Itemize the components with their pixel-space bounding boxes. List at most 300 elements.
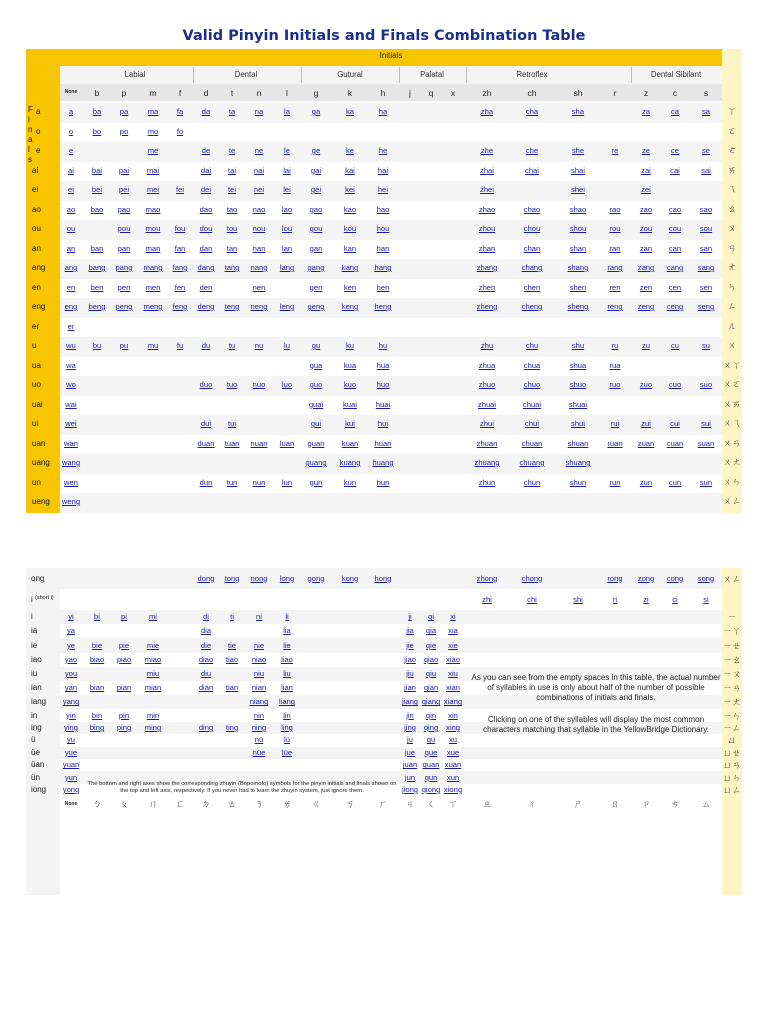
syllable-teng[interactable]: teng [224,302,240,311]
syllable-chan[interactable]: chan [523,243,541,253]
syllable-huo[interactable]: huo [376,380,390,389]
syllable-suo[interactable]: suo [699,380,713,389]
syllable-guang[interactable]: guang [305,458,327,467]
syllable-shuang[interactable]: shuang [565,458,591,467]
syllable-xiu[interactable]: xiu [448,668,458,678]
syllable-ya[interactable]: ya [66,626,76,636]
syllable-xue[interactable]: xue [446,747,460,757]
syllable-bao[interactable]: bao [90,204,104,214]
syllable-gen[interactable]: gen [309,282,323,292]
syllable-pi[interactable]: pi [121,612,127,622]
syllable-ruo[interactable]: ruo [609,380,621,389]
syllable-tuo[interactable]: tuo [226,380,238,389]
syllable-qia[interactable]: qia [425,626,437,636]
syllable-meng[interactable]: meng [143,302,163,311]
syllable-xuan[interactable]: xuan [444,760,462,770]
syllable-kan[interactable]: kan [343,243,357,253]
syllable-ti[interactable]: ti [230,612,234,622]
syllable-cuan[interactable]: cuan [666,438,684,448]
syllable-ji[interactable]: ji [408,612,412,622]
syllable-peng[interactable]: peng [115,302,133,311]
syllable-nian[interactable]: nian [251,683,267,693]
syllable-que[interactable]: que [424,747,438,757]
syllable-fen[interactable]: fen [174,282,186,292]
syllable-pin[interactable]: pin [118,710,130,720]
syllable-ke[interactable]: ke [345,146,355,155]
syllable-nuo[interactable]: nuo [252,380,266,389]
syllable-ding[interactable]: ding [198,723,214,732]
syllable-sen[interactable]: sen [699,282,713,292]
syllable-jun[interactable]: jun [404,772,416,782]
syllable-bi[interactable]: bi [94,612,100,622]
syllable-o[interactable]: o [68,126,74,136]
syllable-tui[interactable]: tui [227,419,237,428]
syllable-tu[interactable]: tu [228,341,236,350]
syllable-ao[interactable]: ao [66,204,76,214]
syllable-qing[interactable]: qing [423,723,439,732]
syllable-wang[interactable]: wang [61,458,81,467]
syllable-ba[interactable]: ba [92,107,102,116]
syllable-zhang[interactable]: zhang [476,263,498,272]
syllable-tang[interactable]: tang [224,263,240,272]
syllable-bie[interactable]: bie [91,640,103,650]
syllable-jing[interactable]: jing [404,723,416,732]
syllable-wen[interactable]: wen [64,477,78,487]
syllable-gan[interactable]: gan [309,243,323,253]
syllable-tie[interactable]: tie [227,640,237,650]
syllable-xian[interactable]: xian [446,683,460,693]
syllable-ran[interactable]: ran [609,243,621,253]
syllable-hu[interactable]: hu [378,341,388,350]
syllable-ci[interactable]: ci [672,594,678,604]
syllable-ban[interactable]: ban [90,243,104,253]
syllable-xiong[interactable]: xiong [443,785,463,794]
syllable-bu[interactable]: bu [92,341,102,350]
syllable-hua[interactable]: hua [376,360,390,370]
syllable-zun[interactable]: zun [639,477,653,487]
syllable-chuang[interactable]: chuang [519,458,545,467]
syllable-mou[interactable]: mou [145,224,161,233]
syllable-bo[interactable]: bo [92,126,102,136]
syllable-zai[interactable]: zai [641,165,651,175]
syllable-ri[interactable]: ri [612,594,618,604]
syllable-yun[interactable]: yun [64,772,78,782]
syllable-cha[interactable]: cha [525,107,539,116]
syllable-zui[interactable]: zui [641,419,651,428]
syllable-pai[interactable]: pai [118,165,130,175]
syllable-luan[interactable]: luan [279,438,295,448]
syllable-zhun[interactable]: zhun [478,477,496,487]
syllable-men[interactable]: men [145,282,161,292]
syllable-dao[interactable]: dao [199,204,213,214]
syllable-yin[interactable]: yin [66,710,76,720]
syllable-kei[interactable]: kei [345,185,355,194]
syllable-tai[interactable]: tai [227,165,237,175]
syllable-he[interactable]: he [378,146,388,155]
syllable-piao[interactable]: piao [116,654,132,664]
syllable-mao[interactable]: mao [145,204,161,214]
syllable-dia[interactable]: dia [200,626,212,636]
syllable-zao[interactable]: zao [639,204,653,214]
syllable-gu[interactable]: gu [311,341,321,350]
syllable-tan[interactable]: tan [226,243,238,253]
syllable-hong[interactable]: hong [374,573,392,583]
syllable-zu[interactable]: zu [641,341,651,350]
syllable-lao[interactable]: lao [281,204,293,214]
syllable-gei[interactable]: gei [310,185,322,194]
syllable-leng[interactable]: leng [279,302,295,311]
syllable-biao[interactable]: biao [89,654,105,664]
syllable-duan[interactable]: duan [197,438,215,448]
syllable-zhou[interactable]: zhou [478,224,496,233]
syllable-chui[interactable]: chui [525,419,539,428]
syllable-bang[interactable]: bang [88,263,106,272]
syllable-you[interactable]: you [64,668,78,678]
syllable-nuan[interactable]: nuan [250,438,268,448]
syllable-wei[interactable]: wei [65,419,77,428]
syllable-long[interactable]: long [279,573,295,583]
syllable-lan[interactable]: lan [281,243,293,253]
syllable-den[interactable]: den [199,282,213,292]
syllable-suan[interactable]: suan [697,438,715,448]
syllable-qin[interactable]: qin [425,710,437,720]
syllable-gang[interactable]: gang [307,263,325,272]
syllable-nou[interactable]: nou [252,224,266,233]
syllable-gai[interactable]: gai [310,165,322,175]
syllable-qiong[interactable]: qiong [421,785,441,794]
syllable-cheng[interactable]: cheng [521,302,543,311]
syllable-ju[interactable]: ju [407,735,413,745]
syllable-du[interactable]: du [201,341,211,350]
syllable-ye[interactable]: ye [66,640,76,650]
syllable-ha[interactable]: ha [378,107,388,116]
syllable-nie[interactable]: nie [253,640,265,650]
syllable-yong[interactable]: yong [62,785,80,794]
syllable-rang[interactable]: rang [607,263,623,272]
syllable-chai[interactable]: chai [525,165,539,175]
syllable-wa[interactable]: wa [66,360,76,370]
syllable-pa[interactable]: pa [119,107,129,116]
syllable-zang[interactable]: zang [637,263,655,272]
syllable-ze[interactable]: ze [641,146,651,155]
syllable-xiao[interactable]: xiao [446,654,460,664]
syllable-keng[interactable]: keng [341,302,359,311]
syllable-lou[interactable]: lou [281,224,293,233]
syllable-shang[interactable]: shang [567,263,589,272]
syllable-guo[interactable]: guo [309,380,323,389]
syllable-jin[interactable]: jin [406,710,414,720]
syllable-diao[interactable]: diao [198,654,214,664]
syllable-zei[interactable]: zei [641,185,651,194]
syllable-ben[interactable]: ben [90,282,104,292]
syllable-tao[interactable]: tao [226,204,238,214]
syllable-shao[interactable]: shao [569,204,587,214]
syllable-bing[interactable]: bing [89,723,105,732]
syllable-me[interactable]: me [147,146,159,155]
syllable-lü[interactable]: lü [284,735,290,745]
syllable-zhui[interactable]: zhui [480,419,494,428]
syllable-qie[interactable]: qie [425,640,437,650]
syllable-li[interactable]: li [285,612,289,622]
syllable-a[interactable]: a [68,107,74,116]
syllable-nen[interactable]: nen [252,282,266,292]
syllable-kai[interactable]: kai [345,165,355,175]
syllable-lei[interactable]: lei [283,185,291,194]
syllable-nu[interactable]: nu [254,341,264,350]
syllable-lia[interactable]: lia [283,626,291,636]
syllable-ku[interactable]: ku [345,341,355,350]
syllable-liu[interactable]: liu [283,668,291,678]
syllable-la[interactable]: la [284,107,290,116]
syllable-yan[interactable]: yan [64,683,78,693]
syllable-chuan[interactable]: chuan [521,438,543,448]
syllable-shun[interactable]: shun [569,477,587,487]
syllable-ma[interactable]: ma [147,107,159,116]
syllable-gong[interactable]: gong [307,573,325,583]
syllable-ruan[interactable]: ruan [607,438,623,448]
syllable-qi[interactable]: qi [428,612,434,622]
syllable-mu[interactable]: mu [147,341,159,350]
syllable-zha[interactable]: zha [480,107,494,116]
syllable-lian[interactable]: lian [281,683,293,693]
syllable-chua[interactable]: chua [523,360,541,370]
syllable-zan[interactable]: zan [639,243,653,253]
syllable-bin[interactable]: bin [91,710,103,720]
syllable-sheng[interactable]: sheng [567,302,589,311]
syllable-tou[interactable]: tou [226,224,238,233]
syllable-beng[interactable]: beng [88,302,106,311]
syllable-shuai[interactable]: shuai [568,399,588,409]
syllable-xi[interactable]: xi [450,612,456,622]
syllable-kang[interactable]: kang [341,263,359,272]
syllable-rong[interactable]: rong [607,573,623,583]
syllable-jiao[interactable]: jiao [404,654,416,664]
syllable-sui[interactable]: sui [701,419,711,428]
syllable-dong[interactable]: dong [197,573,215,583]
syllable-zong[interactable]: zong [637,573,655,583]
syllable-seng[interactable]: seng [697,302,715,311]
syllable-mian[interactable]: mian [144,683,162,693]
syllable-gui[interactable]: gui [310,419,322,428]
syllable-ni[interactable]: ni [256,612,262,622]
syllable-qiu[interactable]: qiu [425,668,437,678]
syllable-xing[interactable]: xing [446,723,460,732]
syllable-di[interactable]: di [203,612,209,622]
syllable-luo[interactable]: luo [281,380,293,389]
syllable-song[interactable]: song [697,573,715,583]
syllable-zhi[interactable]: zhi [482,594,492,604]
syllable-zhuang[interactable]: zhuang [474,458,500,467]
syllable-ou[interactable]: ou [66,224,76,233]
syllable-dian[interactable]: dian [198,683,214,693]
syllable-zhua[interactable]: zhua [478,360,496,370]
syllable-xu[interactable]: xu [448,735,458,745]
syllable-lai[interactable]: lai [283,165,291,175]
syllable-nü[interactable]: nü [254,735,264,745]
syllable-wan[interactable]: wan [64,438,78,448]
syllable-mang[interactable]: mang [143,263,163,272]
syllable-hou[interactable]: hou [376,224,390,233]
syllable-sou[interactable]: sou [699,224,713,233]
syllable-she[interactable]: she [571,146,585,155]
syllable-nong[interactable]: nong [250,573,268,583]
syllable-zhao[interactable]: zhao [478,204,496,214]
syllable-nun[interactable]: nun [252,477,266,487]
syllable-rua[interactable]: rua [609,360,621,370]
syllable-pie[interactable]: pie [118,640,130,650]
syllable-diu[interactable]: diu [200,668,212,678]
syllable-ne[interactable]: ne [254,146,264,155]
syllable-shei[interactable]: shei [571,185,585,194]
syllable-cuo[interactable]: cuo [668,380,682,389]
syllable-ca[interactable]: ca [670,107,680,116]
syllable-ying[interactable]: ying [64,723,78,732]
syllable-jiong[interactable]: jiong [401,785,419,794]
syllable-nang[interactable]: nang [250,263,268,272]
syllable-reng[interactable]: reng [607,302,623,311]
syllable-en[interactable]: en [66,282,76,292]
syllable-hei[interactable]: hei [377,185,389,194]
syllable-fu[interactable]: fu [176,341,184,350]
syllable-lu[interactable]: lu [284,341,290,350]
syllable-kua[interactable]: kua [343,360,357,370]
syllable-dei[interactable]: dei [200,185,212,194]
syllable-fang[interactable]: fang [172,263,188,272]
syllable-shuo[interactable]: shuo [569,380,587,389]
syllable-kuai[interactable]: kuai [343,399,357,409]
syllable-dun[interactable]: dun [199,477,213,487]
syllable-ei[interactable]: ei [68,185,74,194]
syllable-jie[interactable]: jie [406,640,414,650]
syllable-zhuai[interactable]: zhuai [477,399,497,409]
syllable-lin[interactable]: lin [283,710,291,720]
syllable-se[interactable]: se [701,146,711,155]
syllable-che[interactable]: che [525,146,539,155]
syllable-cai[interactable]: cai [670,165,680,175]
syllable-wu[interactable]: wu [66,341,76,350]
syllable-miu[interactable]: miu [146,668,160,678]
syllable-bian[interactable]: bian [89,683,105,693]
syllable-wai[interactable]: wai [65,399,77,409]
syllable-pou[interactable]: pou [117,224,131,233]
syllable-ge[interactable]: ge [311,146,321,155]
syllable-nao[interactable]: nao [252,204,266,214]
syllable-zhe[interactable]: zhe [480,146,494,155]
syllable-jian[interactable]: jian [404,683,416,693]
syllable-ting[interactable]: ting [225,723,239,732]
syllable-san[interactable]: san [699,243,713,253]
syllable-ning[interactable]: ning [251,723,267,732]
syllable-tun[interactable]: tun [226,477,238,487]
syllable-chong[interactable]: chong [521,573,543,583]
syllable-yao[interactable]: yao [64,654,78,664]
syllable-hun[interactable]: hun [376,477,390,487]
syllable-si[interactable]: si [703,594,709,604]
syllable-zheng[interactable]: zheng [476,302,498,311]
syllable-shuan[interactable]: shuan [567,438,589,448]
syllable-tiao[interactable]: tiao [225,654,239,664]
syllable-sao[interactable]: sao [699,204,713,214]
syllable-ga[interactable]: ga [311,107,321,116]
syllable-da[interactable]: da [201,107,211,116]
syllable-shai[interactable]: shai [571,165,585,175]
syllable-e[interactable]: e [68,146,74,155]
syllable-pan[interactable]: pan [117,243,131,253]
syllable-quan[interactable]: quan [422,760,440,770]
syllable-tian[interactable]: tian [225,683,239,693]
syllable-dai[interactable]: dai [200,165,212,175]
syllable-kuang[interactable]: kuang [339,458,361,467]
syllable-te[interactable]: te [228,146,236,155]
syllable-ang[interactable]: ang [64,263,78,272]
syllable-chuai[interactable]: chuai [522,399,542,409]
syllable-chun[interactable]: chun [523,477,541,487]
syllable-guan[interactable]: guan [307,438,325,448]
syllable-sha[interactable]: sha [571,107,585,116]
syllable-liao[interactable]: liao [281,654,293,664]
syllable-rao[interactable]: rao [609,204,621,214]
syllable-nai[interactable]: nai [253,165,265,175]
syllable-kuan[interactable]: kuan [341,438,359,448]
syllable-tong[interactable]: tong [224,573,240,583]
syllable-huai[interactable]: huai [375,399,391,409]
syllable-juan[interactable]: juan [402,760,418,770]
syllable-zhai[interactable]: zhai [480,165,494,175]
syllable-nüe[interactable]: nüe [252,747,266,757]
syllable-tei[interactable]: tei [227,185,237,194]
syllable-fo[interactable]: fo [176,126,184,136]
syllable-yang[interactable]: yang [62,697,80,707]
syllable-jiang[interactable]: jiang [401,697,419,707]
syllable-tuan[interactable]: tuan [224,438,240,448]
syllable-rou[interactable]: rou [609,224,621,233]
syllable-qu[interactable]: qu [426,735,436,745]
syllable-gou[interactable]: gou [309,224,323,233]
syllable-sai[interactable]: sai [701,165,711,175]
syllable-ta[interactable]: ta [228,107,236,116]
syllable-gun[interactable]: gun [309,477,323,487]
syllable-jiu[interactable]: jiu [406,668,414,678]
syllable-chou[interactable]: chou [523,224,541,233]
syllable-xin[interactable]: xin [448,710,458,720]
syllable-fan[interactable]: fan [174,243,186,253]
syllable-mi[interactable]: mi [148,612,157,622]
syllable-weng[interactable]: weng [61,497,81,506]
syllable-ren[interactable]: ren [609,282,621,292]
syllable-yi[interactable]: yi [68,612,74,622]
syllable-mie[interactable]: mie [146,640,160,650]
syllable-zuo[interactable]: zuo [639,380,653,389]
syllable-geng[interactable]: geng [307,302,325,311]
syllable-shua[interactable]: shua [569,360,587,370]
syllable-pian[interactable]: pian [116,683,132,693]
syllable-nan[interactable]: nan [252,243,266,253]
syllable-qiao[interactable]: qiao [423,654,439,664]
syllable-die[interactable]: die [200,640,212,650]
syllable-sa[interactable]: sa [701,107,711,116]
syllable-can[interactable]: can [668,243,682,253]
syllable-sun[interactable]: sun [699,477,713,487]
syllable-run[interactable]: run [609,477,621,487]
syllable-qian[interactable]: qian [423,683,439,693]
syllable-le[interactable]: le [284,146,290,155]
syllable-qiang[interactable]: qiang [421,697,441,707]
syllable-nin[interactable]: nin [253,710,265,720]
syllable-min[interactable]: min [146,710,160,720]
syllable-nei[interactable]: nei [253,185,265,194]
syllable-cen[interactable]: cen [668,282,682,292]
syllable-rui[interactable]: rui [610,419,620,428]
